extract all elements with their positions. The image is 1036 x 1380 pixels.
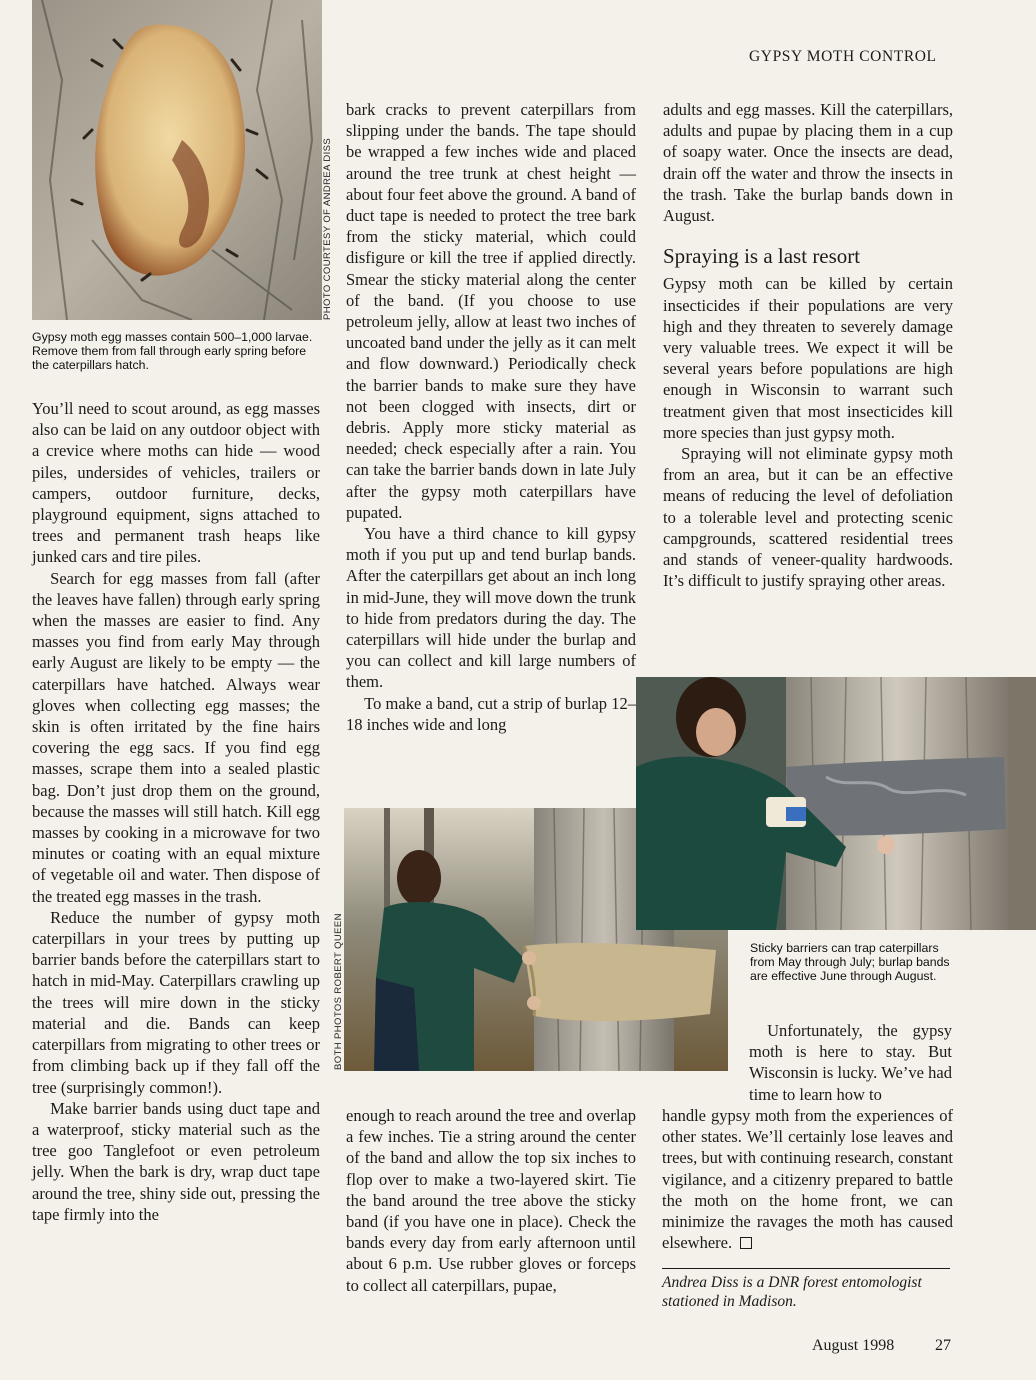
column-2-bottom [346,1105,636,1296]
column-3-bottom-indented [749,1020,952,1105]
body-paragraph: Gypsy moth can be killed by certain insecticides if their populations are very high and they threaten to severely damage very valuable trees. We expect it will be several years before populations are high enough in Wisconsin to warrant such treatment given that most insecticides kill more species than just gypsy moth. [663,274,953,442]
end-mark-icon [740,1237,752,1249]
body-paragraph: enough to reach around the tree and overlap a few inches. Tie a string around the center of the band and allow the top six inches to flop over to make a two-layered skirt. Tie the band around the tree above the sticky band (if you have one in place). Check the bands every day from early afternoon until about 6 p.m. Use rubber gloves or forceps to collect all caterpillars, pupae, [346,1106,636,1295]
body-paragraph: You have a third chance to kill gypsy moth if you put up and tend burlap bands. After the caterpillars get about an inch long in mid-June, they will move down the trunk to hide from predators during the day. The caterpillars will hide under the burlap and you can collect and kill large numbers of them. [346,524,636,692]
photo-credit-top: PHOTO COURTESY OF ANDREA DISS [322,137,333,320]
body-paragraph: adults and egg masses. Kill the caterpillars, adults and pupae by placing them in a cup of soapy water. Once the insects are dead, drain off the water and throw the insects in the trash. Take the burlap bands down in August. [663,100,953,226]
issue-date: August 1998 [812,1337,895,1354]
body-paragraph: Unfortunately, the gypsy moth is here to stay. But Wisconsin is lucky. We’ve had time to learn how to [749,1021,952,1104]
column-1 [32,398,320,1225]
body-paragraph: bark cracks to prevent caterpillars from slipping under the bands. The tape should be wrapped a few inches wide and placed around the tree trunk at chest height — about four feet above the ground. A band of duct tape is needed to protect the tree bark from the sticky material, which could disfigure or kill the tree if applied directly. Smear the sticky material along the center of the band. (If you choose to use petroleum jelly, allow at least two inches of uncoated band under the jelly as it can melt and flow downward.) Periodically check the barrier bands to make sure they have not been clogged with insects, dirt or debris. Apply more sticky material as needed; check especially after a rain. You can take the barrier bands down in late July after the gypsy moth caterpillars have pupated. [346,100,636,522]
body-paragraph: Spraying will not eliminate gypsy moth from an area, but it can be an effective means of reducing the level of defoliation to a tolerable level and protecting scenic campgrounds, scattered residential trees and stands of veneer-quality hardwoods. It’s difficult to justify spraying other areas. [663,444,953,591]
body-paragraph: Reduce the number of gypsy moth caterpillars in your trees by putting up barrier bands before the caterpillars start to hatch in mid-May. Caterpillars crawling up the trees will mire down in the sticky material and die. Bands can keep caterpillars from migrating to other trees or from climbing back up if they fall off the tree (surprisingly common!). [32,907,320,1097]
page-number: 27 [935,1337,951,1354]
sticky-barrier-photo [636,677,1036,930]
author-bio: Andrea Diss is a DNR forest entomologist stationed in Madison. [662,1274,922,1310]
body-paragraph: Make barrier bands using duct tape and a waterproof, sticky material such as the tree goo Tanglefoot or even petroleum jelly. When the bark is dry, wrap duct tape around the tree, shiny side out, pressing the tape firmly into the [32,1098,320,1224]
body-paragraph: To make a band, cut a strip of burlap 12–18 inches wide and long [346,693,636,734]
egg-mass-photo [32,0,322,320]
running-header: GYPSY MOTH CONTROL [749,48,937,65]
column-3-top [663,99,953,591]
body-paragraph [662,1105,953,1253]
section-heading: Spraying is a last resort [663,244,861,269]
closing-paragraph: handle gypsy moth from the experiences of other states. We’ll certainly lose leaves and trees, but with continuing research, constant vigilance, and a citizenry prepared to battle the moth on the home front, we can minimize the ravages the moth has caused elsewhere. [662,1106,953,1253]
column-3-bottom [662,1105,953,1253]
photo-caption-top: Gypsy moth egg masses contain 500–1,000 larvae. Remove them from fall through early spring before the caterpillars hatch. [32,330,313,373]
body-paragraph: Search for egg masses from fall (after the leaves have fallen) through early spring when the masses are easier to find. Any masses you find from early May through early August are likely to be empty — the caterpillars have hatched. Always wear gloves when collecting egg masses; the skin is often irritated by the fine hairs covering the egg sacs. If you find egg masses, scrape them into a sealed plastic bag. Don’t just drop them on the ground, because the masses will still hatch. Kill egg masses by cooking in a microwave for two minutes or coating with an equal mixture of vegetable oil and water. Then dispose of the treated egg masses in the trash. [32,568,320,906]
body-paragraph: You’ll need to scout around, as egg masses also can be laid on any outdoor object with a crevice where moths can hide — wood piles, undersides of vehicles, trailers or campers, outdoor furniture, decks, playground equipment, signs attached to trees and permanent trash heaps like junked cars and tire piles. [32,399,320,567]
column-2-top [346,99,636,735]
photo-credit-bottom: BOTH PHOTOS ROBERT QUEEN [333,913,344,1070]
photo-caption-right: Sticky barriers can trap caterpillars from May through July; burlap bands are effective June through August. [750,941,950,984]
bio-rule [662,1268,950,1269]
